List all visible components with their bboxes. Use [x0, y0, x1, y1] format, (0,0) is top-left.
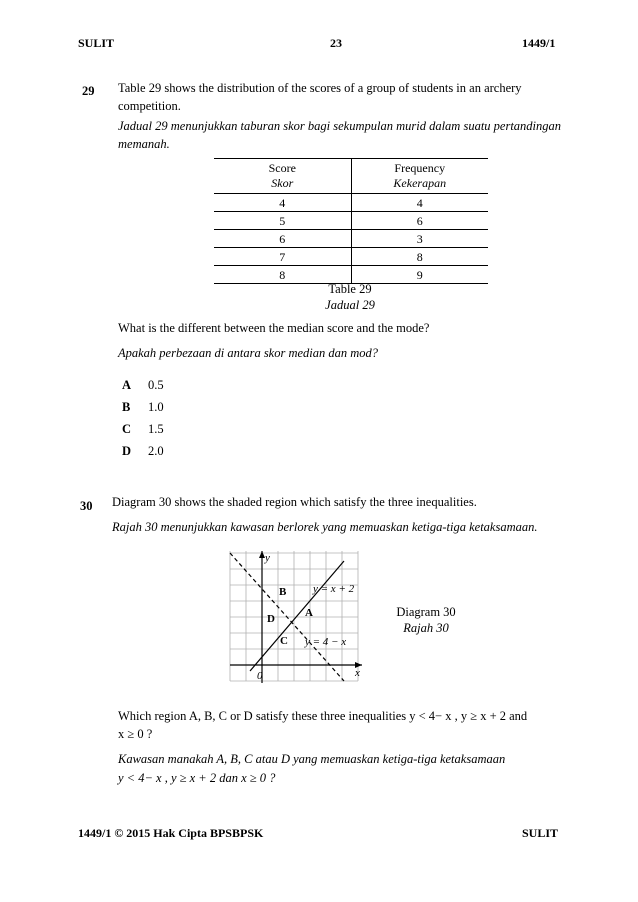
question-number-30: 30	[80, 499, 93, 513]
inequality-graph	[216, 545, 372, 687]
page-number: 23	[330, 36, 342, 50]
score-cell: 8	[214, 266, 351, 284]
table-row	[214, 248, 488, 266]
question-number-29: 29	[82, 84, 95, 98]
q30-question-en-line1: Which region A, B, C or D satisfy these three inequalities y < 4− x , y ≥ x + 2 and	[118, 709, 528, 723]
diagram-caption-ms: Rajah 30	[403, 621, 449, 635]
score-cell: 5	[214, 212, 351, 230]
table-row	[214, 194, 488, 212]
q29-question-en: What is the different between the median score and the mode?	[118, 321, 430, 335]
header-right: 1449/1	[522, 36, 556, 50]
table-row	[214, 230, 488, 248]
line-y-equals-x-plus-2	[250, 561, 347, 671]
origin-label: 0	[257, 670, 263, 682]
x-axis-label: x	[355, 667, 360, 679]
table-caption-ms: Jadual 29	[325, 298, 375, 312]
q30-question-ms-line1: Kawasan manakah A, B, C atau D yang memuaskan ketiga-tiga ketaksamaan	[118, 752, 506, 766]
score-cell: 4	[214, 194, 351, 212]
frequency-cell: 4	[351, 194, 488, 212]
option-letter: A	[122, 378, 132, 392]
region-d-label: D	[267, 613, 275, 625]
table-row	[214, 212, 488, 230]
grid	[230, 551, 358, 681]
score-cell: 7	[214, 248, 351, 266]
q30-question-ms-line2: y < 4− x , y ≥ x + 2 dan x ≥ 0 ?	[118, 771, 276, 785]
q29-text-ms: Jadual 29 menunjukkan taburan skor bagi sekumpulan murid dalam suatu pertandingan memanah.	[118, 119, 562, 151]
frequency-cell: 3	[351, 230, 488, 248]
header-left: SULIT	[78, 36, 115, 50]
line2-label: y = 4 − x	[305, 636, 347, 648]
table-row	[214, 266, 488, 284]
q30-text-en: Diagram 30 shows the shaded region which satisfy the three inequalities.	[112, 495, 477, 509]
frequency-header: Frequency Kekerapan	[351, 159, 488, 194]
q30-question-en-line2: x ≥ 0 ?	[118, 727, 153, 741]
q30-text-ms: Rajah 30 menunjukkan kawasan berlorek yang memuaskan ketiga-tiga ketaksamaan.	[112, 520, 538, 534]
score-header: Score Skor	[214, 159, 351, 194]
footer-right: SULIT	[522, 826, 559, 840]
table-caption-en: Table 29	[328, 282, 372, 296]
footer-left: 1449/1 © 2015 Hak Cipta BPSBPSK	[78, 826, 264, 840]
option-letter: C	[122, 422, 132, 436]
line1-label: y = x + 2	[313, 583, 355, 595]
score-cell: 6	[214, 230, 351, 248]
option-value[interactable]: 0.5	[148, 378, 164, 392]
region-a-label: A	[305, 607, 313, 619]
region-b-label: B	[279, 586, 287, 598]
table-header-row	[214, 159, 488, 194]
frequency-cell: 9	[351, 266, 488, 284]
option-letter: D	[122, 444, 132, 458]
frequency-table	[214, 158, 488, 284]
option-value[interactable]: 2.0	[148, 444, 164, 458]
region-c-label: C	[280, 635, 288, 647]
option-value[interactable]: 1.0	[148, 400, 164, 414]
frequency-cell: 8	[351, 248, 488, 266]
q29-text-en: Table 29 shows the distribution of the scores of a group of students in an archery competition.	[118, 81, 522, 113]
diagram-caption-en: Diagram 30	[396, 605, 456, 619]
option-value[interactable]: 1.5	[148, 422, 164, 436]
option-letter: B	[122, 400, 131, 414]
q29-question-ms: Apakah perbezaan di antara skor median dan mod?	[118, 346, 379, 360]
frequency-cell: 6	[351, 212, 488, 230]
y-axis-label: y	[265, 552, 270, 564]
